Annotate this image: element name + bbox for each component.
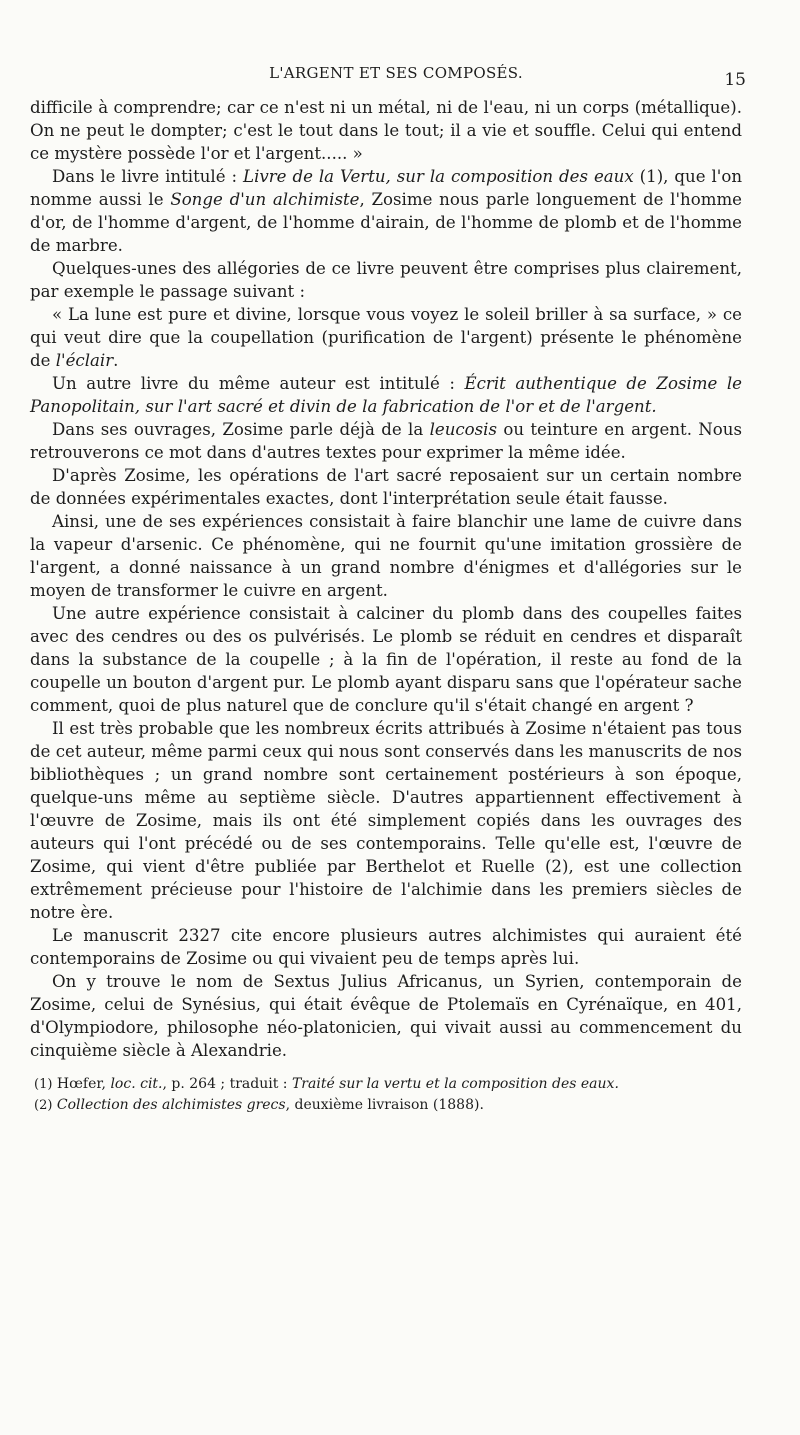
text-run: , p. 264 ; traduit : — [162, 1076, 292, 1092]
paragraph — [30, 510, 742, 602]
text-run: ou teinture en argent. Nous retrouverons ce mot dans d'autres textes pour exprimer la même idée. — [30, 420, 743, 462]
italic-text: Livre de la Vertu, sur la composition des eaux — [243, 167, 634, 186]
text-run: , deuxième livraison (1888). — [285, 1097, 484, 1113]
text-run: Ainsi, une de ses expériences consistait à faire blanchir une lame de cuivre dans la vapeur d'arsenic. Ce phénomène, qui ne fournit qu'une imitation grossière de l'argent, a donné naissance à un grand nombre d'énigmes et d'allégories sur le moyen de transformer le cuivre en argent. — [30, 512, 742, 600]
body-text — [30, 96, 742, 1062]
text-run: Il est très probable que les nombreux écrits attribués à Zosime n'étaient pas tous de cet auteur, même parmi ceux qui nous sont conservés dans les manuscrits de nos bibliothèques ; un grand nombre sont certainement postérieurs à son époque, quelque-uns même au septième siècle. D'autres appartiennent effectivement à l'œuvre de Zosime, mais ils ont été simplement copiés dans les ouvrages des auteurs qui l'ont précédé ou de ses contemporains. Telle qu'elle est, l'œuvre de Zosime, qui vient d'être publiée par Berthelot et Ruelle (2), est une collection extrêmement précieuse pour l'histoire de l'alchimie dans les premiers siècles de notre ère. — [30, 719, 742, 922]
text-run: Un autre livre du même auteur est intitulé : — [52, 374, 465, 393]
paragraph — [30, 418, 742, 464]
page-header — [30, 64, 746, 90]
italic-text: Songe d'un alchimiste — [170, 190, 360, 209]
paragraph — [30, 970, 742, 1062]
paragraph — [30, 924, 742, 970]
paragraph — [30, 96, 742, 165]
text-run: Quelques-unes des allégories de ce livre peuvent être comprises plus clairement, par exemple le passage suivant : — [30, 259, 742, 301]
italic-text: Collection des alchimistes grecs — [56, 1097, 286, 1113]
footnote — [34, 1074, 742, 1095]
book-page — [30, 64, 746, 1116]
text-run: , Zosime nous parle longuement de l'homme d'or, de l'homme d'argent, de l'homme d'airain, de l'homme de plomb et de l'homme de marbre. — [30, 190, 742, 255]
text-run: Le manuscrit 2327 cite encore plusieurs autres alchimistes qui auraient été contemporains de Zosime ou qui vivaient peu de temps après lui. — [30, 926, 742, 968]
text-run: . — [113, 351, 119, 370]
italic-text: leucosis — [429, 420, 497, 439]
text-run: D'après Zosime, les opérations de l'art sacré reposaient sur un certain nombre de données expérimentales exactes, dont l'interprétation seule était fausse. — [30, 466, 742, 508]
italic-text: Écrit authentique de Zosime le Panopolitain, sur l'art sacré et divin de la fabrication de l'or et de l'argent. — [30, 374, 742, 416]
italic-text: Traité sur la vertu et la composition des eaux. — [291, 1076, 619, 1092]
footnotes — [30, 1074, 742, 1116]
text-run: Dans ses ouvrages, Zosime parle déjà de la — [52, 420, 430, 439]
text-run: Hœfer, — [52, 1076, 111, 1092]
text-run: Une autre expérience consistait à calciner du plomb dans des coupelles faites avec des cendres ou des os pulvérisés. Le plomb se réduit en cendres et disparaît dans la substance de la coupelle ; à la fin de l'opération, il reste au fond de la coupelle un bouton d'argent pur. Le plomb ayant disparu sans que l'opérateur sache comment, quoi de plus naturel que de conclure qu'il s'était changé en argent ? — [30, 604, 742, 715]
page-number: 15 — [724, 70, 746, 90]
paragraph — [30, 717, 742, 924]
paragraph — [30, 602, 742, 717]
footnote-mark: (1) — [34, 1077, 53, 1092]
footnote — [34, 1095, 742, 1116]
paragraph — [30, 372, 742, 418]
paragraph — [30, 464, 742, 510]
paragraph — [30, 303, 742, 372]
italic-text: loc. cit. — [110, 1076, 163, 1092]
italic-text: l'éclair — [55, 351, 114, 370]
text-run: difficile à comprendre; car ce n'est ni un métal, ni de l'eau, ni un corps (métallique). On ne peut le dompter; c'est le tout dans le tout; il a vie et souffle. Celui qui entend ce mystère possède l'or et l'argent..... » — [30, 98, 742, 163]
text-run: Dans le livre intitulé : — [52, 167, 244, 186]
paragraph — [30, 165, 742, 257]
text-run: On y trouve le nom de Sextus Julius Africanus, un Syrien, contemporain de Zosime, celui de Synésius, qui était évêque de Ptolemaïs en Cyrénaïque, en 401, d'Olympiodore, philosophe néo-platonicien, qui vivait aussi au commencement du cinquième siècle à Alexandrie. — [30, 972, 742, 1060]
text-run: « La lune est pure et divine, lorsque vous voyez le soleil briller à sa surface, » ce qui veut dire que la coupellation (purification de l'argent) présente le phénomène de — [30, 305, 742, 370]
paragraph — [30, 257, 742, 303]
text-run: (1), que l'on nomme aussi le — [30, 167, 743, 209]
footnote-mark: (2) — [34, 1098, 53, 1113]
running-title: L'ARGENT ET SES COMPOSÉS. — [269, 64, 523, 82]
